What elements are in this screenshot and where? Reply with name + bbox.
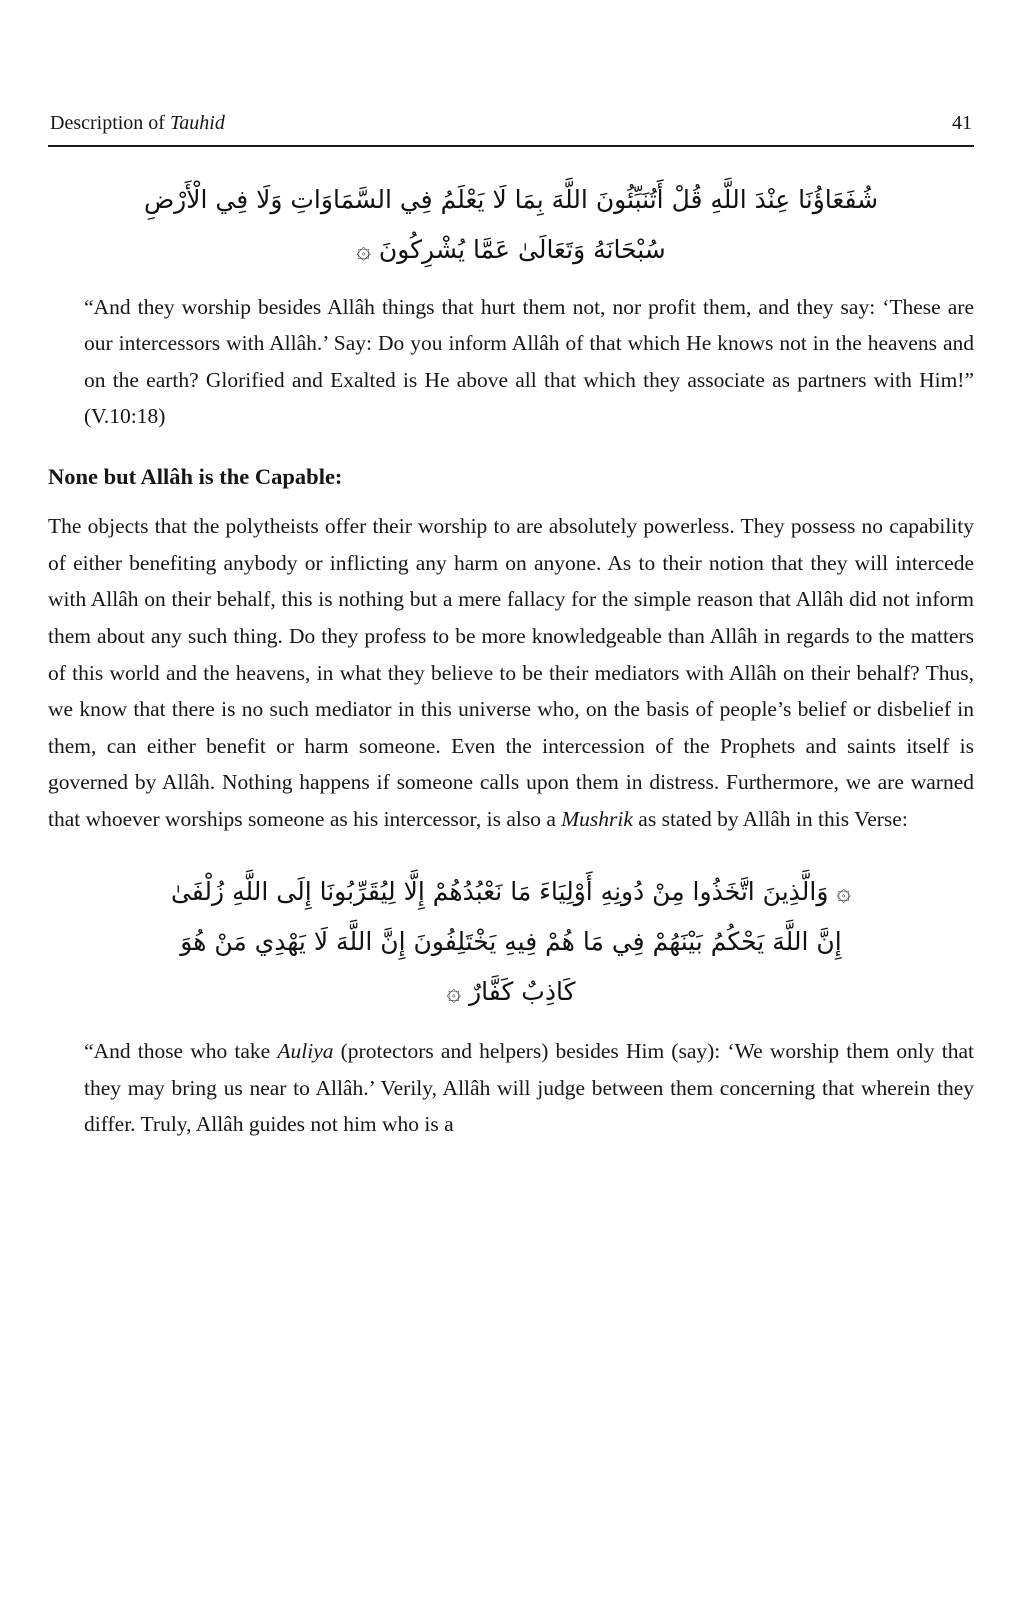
arabic-verse-2-line-2: إِنَّ اللَّهَ يَحْكُمُ بَيْنَهُمْ فِي مَا هُمْ فِيهِ يَخْتَلِفُونَ إِنَّ اللَّهَ لَا يَهْدِي مَنْ هُوَ [180, 927, 842, 957]
arabic-verse-2-line-1: ۞ وَالَّذِينَ اتَّخَذُوا مِنْ دُونِهِ أَوْلِيَاءَ مَا نَعْبُدُهُمْ إِلَّا لِيُقَرِّبُونَا إِلَى اللَّهِ زُلْفَىٰ [170, 877, 852, 907]
arabic-verse-2 [58, 867, 964, 1017]
arabic-verse-1-line-1: شُفَعَاؤُنَا عِنْدَ اللَّهِ قُلْ أَتُنَبِّئُونَ اللَّهَ بِمَا لَا يَعْلَمُ فِي السَّمَاوَاتِ وَلَا فِي الْأَرْضِ [143, 185, 879, 214]
verse-1-translation: “And they worship besides Allâh things that hurt them not, nor profit them, and they say: ‘These are our intercessors with Allâh.’ Say: Do you inform Allâh of that which He knows not in the heavens and on the earth? Glorified and Exalted is He above all that which they associate as partners with Him!” (V.10:18) [84, 295, 974, 428]
page-number: 41 [952, 112, 972, 134]
verse-2-translation-text-end: (protectors and helpers) besides Him (say): ‘We worship them only that they may bring us near to Allâh.’ Verily, Allâh will judge between them concerning that wherein they differ. Truly, Allâh guides not him who is a [84, 1039, 974, 1136]
page-header [48, 112, 974, 145]
arabic-verse-1-line-2: سُبْحَانَهُ وَتَعَالَىٰ عَمَّا يُشْرِكُونَ ۞ [356, 235, 666, 264]
running-title-book-name: Tauhid [169, 112, 225, 134]
verse-2-translation [84, 1033, 974, 1142]
running-title-prefix: Description of [50, 112, 170, 134]
body-paragraph [48, 508, 974, 837]
arabic-verse-1 [58, 175, 964, 275]
body-paragraph-text: The objects that the polytheists offer their worship to are absolutely powerless. They possess no capability of either benefiting anybody or inflicting any harm on anyone. As to their notion that they will intercede with Allâh on their behalf, this is nothing but a mere fallacy for the simple reason that Allâh did not inform them about any such thing. Do they profess to be more knowledgeable than Allâh in regards to the matters of this world and the heavens, in what they believe to be their mediators with Allâh on their behalf? Thus, we know that there is no such mediator in this universe who, on the basis of people’s belief or disbelief in them, can either benefit or harm someone. Even the intercession of the Prophets and saints itself is governed by Allâh. Nothing happens if someone calls upon them in distress. Furthermore, we are warned that whoever worships someone as his intercessor, is also a [48, 514, 974, 831]
body-paragraph-text-end: as stated by Allâh in this Verse: [632, 806, 908, 831]
running-title [50, 112, 225, 135]
section-heading: None but Allâh is the Capable: [48, 464, 343, 490]
verse-2-translation-text: “And those who take [84, 1039, 278, 1064]
verse-2-translation-italic-term: Auliya [277, 1039, 334, 1064]
body-paragraph-italic-term: Mushrik [561, 806, 633, 831]
arabic-verse-2-line-3: كَاذِبٌ كَفَّارٌ ۞ [446, 977, 576, 1007]
header-rule [48, 145, 974, 147]
